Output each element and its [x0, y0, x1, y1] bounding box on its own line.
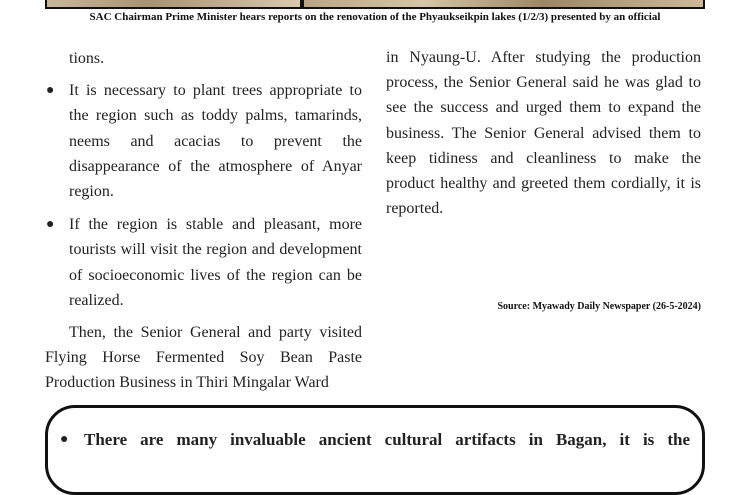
list-item: ● If the region is stable and pleasant, more tourists will visit the region and development of socioeconomic lives of the region can be realized.	[45, 212, 362, 313]
body-paragraph: in Nyaung-U. After studying the production process, the Senior General said he was glad to see the success and urged them to expand the business. The Senior General advised them to keep tidiness and cleanliness to make the product healthy and greeted them cordially, it is reported.	[386, 49, 701, 218]
bullet-list	[45, 78, 362, 313]
bullet-icon: ●	[46, 83, 55, 99]
photo-strip	[45, 0, 705, 10]
source-line: Source: Myawady Daily Newspaper (26-5-2024)	[497, 301, 701, 312]
bullet-icon: ●	[46, 217, 55, 233]
list-item: ● It is necessary to plant trees appropriate to the region such as toddy palms, tamarinds, neems and acacias to prevent the disappearance of the atmosphere of Anyar region.	[45, 78, 362, 204]
photo-left	[45, 0, 302, 9]
body-paragraph: Then, the Senior General and party visited Flying Horse Fermented Soy Bean Paste Production Business in Thiri Mingalar Ward	[45, 324, 362, 392]
left-column	[45, 46, 362, 396]
photo-caption: SAC Chairman Prime Minister hears reports on the renovation of the Phyaukseikpin lakes (1/2/3) presented by an official	[89, 11, 661, 23]
top-fragment: tions.	[69, 50, 105, 67]
bullet-icon: ●	[60, 432, 69, 447]
photo-right	[302, 0, 705, 9]
highlight-box-text: ● There are many invaluable ancient cultural artifacts in Bagan, it is the	[60, 430, 690, 449]
right-column	[386, 45, 701, 221]
